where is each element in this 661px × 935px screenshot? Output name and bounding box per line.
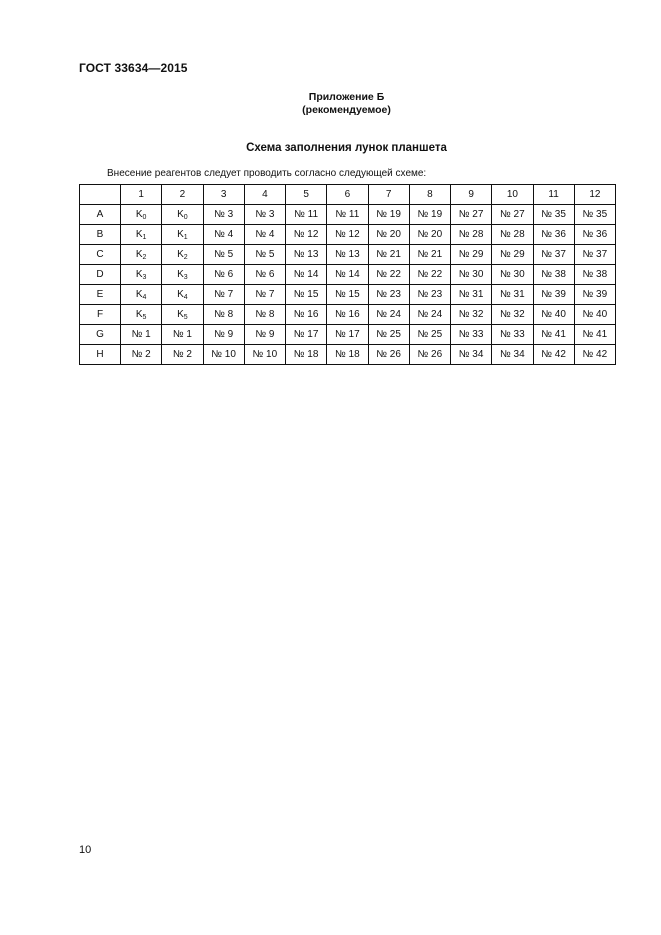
table-row	[80, 245, 616, 265]
well-cell-text: № 19	[376, 209, 401, 220]
well-cell	[409, 205, 450, 225]
column-header: 9	[451, 185, 492, 205]
well-cell	[203, 325, 244, 345]
well-cell	[492, 265, 533, 285]
well-cell-text: № 19	[417, 209, 443, 220]
well-cell-subscript: 5	[183, 314, 188, 321]
well-cell	[533, 325, 574, 345]
well-cell	[451, 305, 492, 325]
row-label: G	[80, 325, 121, 345]
well-cell	[286, 265, 327, 285]
well-cell-text: № 37	[582, 249, 608, 260]
well-cell-text: № 23	[417, 289, 443, 300]
well-cell-subscript: 2	[183, 254, 188, 261]
page-number: 10	[79, 844, 92, 856]
well-cell-text: № 29	[458, 249, 484, 260]
well-cell	[162, 345, 203, 365]
well-cell	[162, 265, 203, 285]
well-cell	[368, 225, 409, 245]
well-cell	[451, 245, 492, 265]
well-cell-text: № 9	[255, 329, 275, 340]
well-cell	[121, 265, 162, 285]
well-cell-text: № 18	[293, 349, 319, 360]
well-cell	[451, 325, 492, 345]
well-cell	[574, 345, 615, 365]
well-cell	[409, 325, 450, 345]
well-cell	[492, 345, 533, 365]
well-cell	[409, 285, 450, 305]
well-cell	[533, 265, 574, 285]
well-cell	[574, 205, 615, 225]
well-cell	[492, 205, 533, 225]
well-cell	[121, 205, 162, 225]
well-cell	[286, 225, 327, 245]
well-cell-subscript: 0	[183, 214, 188, 221]
well-cell-text: K	[135, 229, 143, 240]
well-cell-text: № 1	[172, 329, 192, 340]
well-cell-text: № 24	[417, 309, 443, 320]
well-cell	[409, 225, 450, 245]
well-cell	[286, 305, 327, 325]
well-cell	[244, 285, 285, 305]
well-cell	[244, 345, 285, 365]
well-cell	[121, 285, 162, 305]
well-cell-text: № 23	[376, 289, 401, 300]
well-cell-text: № 8	[255, 309, 275, 320]
well-cell-text: № 21	[417, 249, 443, 260]
well-cell-text: № 14	[293, 269, 319, 280]
appendix-subtitle: (рекомендуемое)	[302, 104, 391, 116]
well-cell	[203, 285, 244, 305]
well-cell-text: № 31	[458, 289, 484, 300]
well-cell	[203, 305, 244, 325]
well-cell-text: № 33	[458, 329, 484, 340]
well-cell-text: № 4	[214, 229, 234, 240]
scheme-title: Схема заполнения лунок планшета	[246, 142, 447, 154]
table-row	[80, 345, 616, 365]
well-cell	[121, 225, 162, 245]
well-cell	[368, 325, 409, 345]
well-cell-text: № 15	[335, 289, 360, 300]
column-header: 5	[286, 185, 327, 205]
well-cell-subscript: 3	[183, 274, 188, 281]
well-cell-text: K	[177, 249, 184, 260]
well-cell	[327, 225, 368, 245]
well-cell-text: № 22	[376, 269, 401, 280]
well-cell-text: № 36	[541, 229, 566, 240]
table-row	[80, 205, 616, 225]
well-cell	[368, 245, 409, 265]
well-cell	[203, 245, 244, 265]
well-cell	[451, 345, 492, 365]
well-cell	[286, 345, 327, 365]
well-cell	[244, 325, 285, 345]
table-row	[80, 305, 616, 325]
well-cell	[162, 305, 203, 325]
well-cell-text: № 21	[376, 249, 401, 260]
well-cell	[533, 245, 574, 265]
well-cell-text: K	[177, 209, 184, 220]
well-cell-text: № 37	[541, 249, 566, 260]
row-label: C	[80, 245, 121, 265]
well-cell	[368, 305, 409, 325]
table-row	[80, 265, 616, 285]
appendix-heading	[0, 91, 661, 117]
well-cell-text: № 12	[335, 229, 360, 240]
well-cell	[451, 225, 492, 245]
well-cell	[492, 325, 533, 345]
well-cell-text: № 34	[500, 349, 525, 360]
table-row	[80, 285, 616, 305]
well-cell	[451, 205, 492, 225]
well-cell	[533, 345, 574, 365]
well-cell	[451, 265, 492, 285]
well-cell	[244, 205, 285, 225]
well-cell	[533, 285, 574, 305]
well-cell-text: № 40	[541, 309, 566, 320]
well-cell	[327, 205, 368, 225]
well-cell-text: № 9	[214, 329, 234, 340]
well-cell-text: № 14	[335, 269, 360, 280]
well-cell	[574, 265, 615, 285]
well-cell-text: № 10	[211, 349, 236, 360]
column-header: 3	[203, 185, 244, 205]
well-cell-text: № 17	[335, 329, 360, 340]
well-cell-text: № 32	[458, 309, 484, 320]
well-cell-text: № 42	[541, 349, 566, 360]
well-cell-subscript: 1	[142, 234, 147, 241]
well-cell-text: № 7	[255, 289, 275, 300]
well-cell	[121, 305, 162, 325]
well-cell-text: K	[135, 309, 143, 320]
well-cell-text: № 22	[417, 269, 443, 280]
row-label: A	[80, 205, 121, 225]
plate-table-body	[80, 185, 616, 365]
well-cell	[409, 305, 450, 325]
well-cell-text: № 25	[417, 329, 443, 340]
well-cell	[162, 245, 203, 265]
well-cell-text: K	[135, 249, 143, 260]
well-cell	[162, 285, 203, 305]
well-cell-text: № 2	[131, 349, 151, 360]
row-label: B	[80, 225, 121, 245]
well-cell-text: № 20	[376, 229, 401, 240]
well-cell-text: № 41	[541, 329, 566, 340]
plate-fill-table	[79, 184, 616, 365]
column-header: 4	[244, 185, 285, 205]
well-cell-text: K	[135, 209, 143, 220]
well-cell	[533, 225, 574, 245]
well-cell	[574, 245, 615, 265]
well-cell	[327, 345, 368, 365]
well-cell-text: № 26	[417, 349, 443, 360]
well-cell	[286, 325, 327, 345]
well-cell	[533, 305, 574, 325]
well-cell-text: № 13	[293, 249, 319, 260]
well-cell	[203, 265, 244, 285]
well-cell	[121, 245, 162, 265]
well-cell-text: № 30	[500, 269, 525, 280]
well-cell	[327, 325, 368, 345]
well-cell-text: № 3	[255, 209, 275, 220]
well-cell	[162, 205, 203, 225]
column-header: 8	[409, 185, 450, 205]
table-corner-cell	[80, 185, 121, 205]
well-cell-text: K	[135, 269, 143, 280]
well-cell	[574, 225, 615, 245]
well-cell	[203, 205, 244, 225]
well-cell-text: № 29	[500, 249, 525, 260]
well-cell-text: K	[177, 309, 184, 320]
well-cell-text: № 4	[255, 229, 275, 240]
column-header: 11	[533, 185, 574, 205]
table-row	[80, 225, 616, 245]
row-label: F	[80, 305, 121, 325]
well-cell-text: № 36	[582, 229, 608, 240]
well-cell	[286, 285, 327, 305]
well-cell-text: № 32	[500, 309, 525, 320]
well-cell	[492, 305, 533, 325]
appendix-title: Приложение Б	[308, 91, 385, 103]
well-cell-subscript: 3	[142, 274, 147, 281]
well-cell-text: № 17	[293, 329, 319, 340]
well-cell	[162, 325, 203, 345]
well-cell-text: № 27	[458, 209, 484, 220]
row-label: H	[80, 345, 121, 365]
well-cell	[409, 265, 450, 285]
well-cell-text: № 3	[214, 209, 234, 220]
well-cell	[121, 345, 162, 365]
column-header: 7	[368, 185, 409, 205]
row-label: D	[80, 265, 121, 285]
well-cell	[327, 245, 368, 265]
well-cell-text: № 38	[582, 269, 608, 280]
well-cell-text: № 18	[335, 349, 360, 360]
well-cell	[409, 345, 450, 365]
well-cell	[368, 345, 409, 365]
well-cell-subscript: 4	[142, 294, 147, 301]
well-cell	[244, 305, 285, 325]
well-cell-text: № 39	[582, 289, 608, 300]
well-cell-text: № 7	[214, 289, 234, 300]
table-header-row	[80, 185, 616, 205]
well-cell	[203, 345, 244, 365]
well-cell	[327, 285, 368, 305]
well-cell	[244, 265, 285, 285]
column-header: 12	[574, 185, 615, 205]
well-cell-text: № 13	[335, 249, 360, 260]
well-cell-text: № 26	[376, 349, 401, 360]
scheme-intro: Внесение реагентов следует проводить согласно следующей схеме:	[107, 168, 427, 179]
well-cell-subscript: 1	[183, 234, 188, 241]
well-cell-text: № 25	[376, 329, 401, 340]
well-cell-subscript: 4	[183, 294, 188, 301]
table-row	[80, 325, 616, 345]
well-cell-text: K	[177, 289, 184, 300]
well-cell-text: № 16	[293, 309, 319, 320]
well-cell-text: № 35	[541, 209, 566, 220]
well-cell-text: K	[135, 289, 143, 300]
well-cell-text: № 28	[458, 229, 484, 240]
well-cell-text: № 5	[214, 249, 234, 260]
well-cell	[327, 305, 368, 325]
well-cell-text: № 41	[582, 329, 608, 340]
well-cell-text: № 20	[417, 229, 443, 240]
well-cell	[368, 285, 409, 305]
column-header: 2	[162, 185, 203, 205]
well-cell	[244, 245, 285, 265]
well-cell	[368, 265, 409, 285]
well-cell	[203, 225, 244, 245]
well-cell-text: K	[177, 229, 184, 240]
well-cell	[121, 325, 162, 345]
well-cell	[492, 225, 533, 245]
well-cell	[451, 285, 492, 305]
well-cell-text: № 8	[214, 309, 234, 320]
well-cell-text: № 30	[458, 269, 484, 280]
row-label: E	[80, 285, 121, 305]
well-cell-text: № 11	[335, 209, 360, 220]
well-cell-text: № 34	[458, 349, 484, 360]
well-cell-text: № 11	[294, 209, 319, 220]
column-header: 1	[121, 185, 162, 205]
well-cell	[286, 245, 327, 265]
well-cell	[574, 285, 615, 305]
well-cell-text: № 6	[214, 269, 234, 280]
well-cell	[244, 225, 285, 245]
well-cell-text: № 42	[582, 349, 608, 360]
well-cell	[533, 205, 574, 225]
well-cell-text: № 40	[582, 309, 608, 320]
well-cell-text: № 35	[582, 209, 608, 220]
well-cell	[492, 285, 533, 305]
column-header: 10	[492, 185, 533, 205]
well-cell-text: № 28	[500, 229, 525, 240]
well-cell	[574, 305, 615, 325]
well-cell-text: № 1	[131, 329, 151, 340]
well-cell-subscript: 2	[142, 254, 147, 261]
well-cell-text: № 38	[541, 269, 566, 280]
well-cell-text: № 31	[500, 289, 525, 300]
well-cell-text: № 16	[335, 309, 360, 320]
well-cell-text: K	[177, 269, 184, 280]
document-code: ГОСТ 33634—2015	[79, 61, 188, 75]
column-header: 6	[327, 185, 368, 205]
well-cell-subscript: 5	[142, 314, 147, 321]
well-cell-subscript: 0	[142, 214, 147, 221]
well-cell-text: № 10	[252, 349, 278, 360]
well-cell	[286, 205, 327, 225]
well-cell-text: № 12	[293, 229, 319, 240]
well-cell-text: № 33	[500, 329, 525, 340]
well-cell	[409, 245, 450, 265]
well-cell	[368, 205, 409, 225]
well-cell	[327, 265, 368, 285]
well-cell-text: № 24	[376, 309, 401, 320]
well-cell	[574, 325, 615, 345]
well-cell-text: № 2	[172, 349, 192, 360]
well-cell-text: № 6	[255, 269, 275, 280]
well-cell-text: № 5	[255, 249, 275, 260]
well-cell	[162, 225, 203, 245]
well-cell-text: № 15	[293, 289, 319, 300]
well-cell	[492, 245, 533, 265]
well-cell-text: № 27	[500, 209, 525, 220]
well-cell-text: № 39	[541, 289, 566, 300]
